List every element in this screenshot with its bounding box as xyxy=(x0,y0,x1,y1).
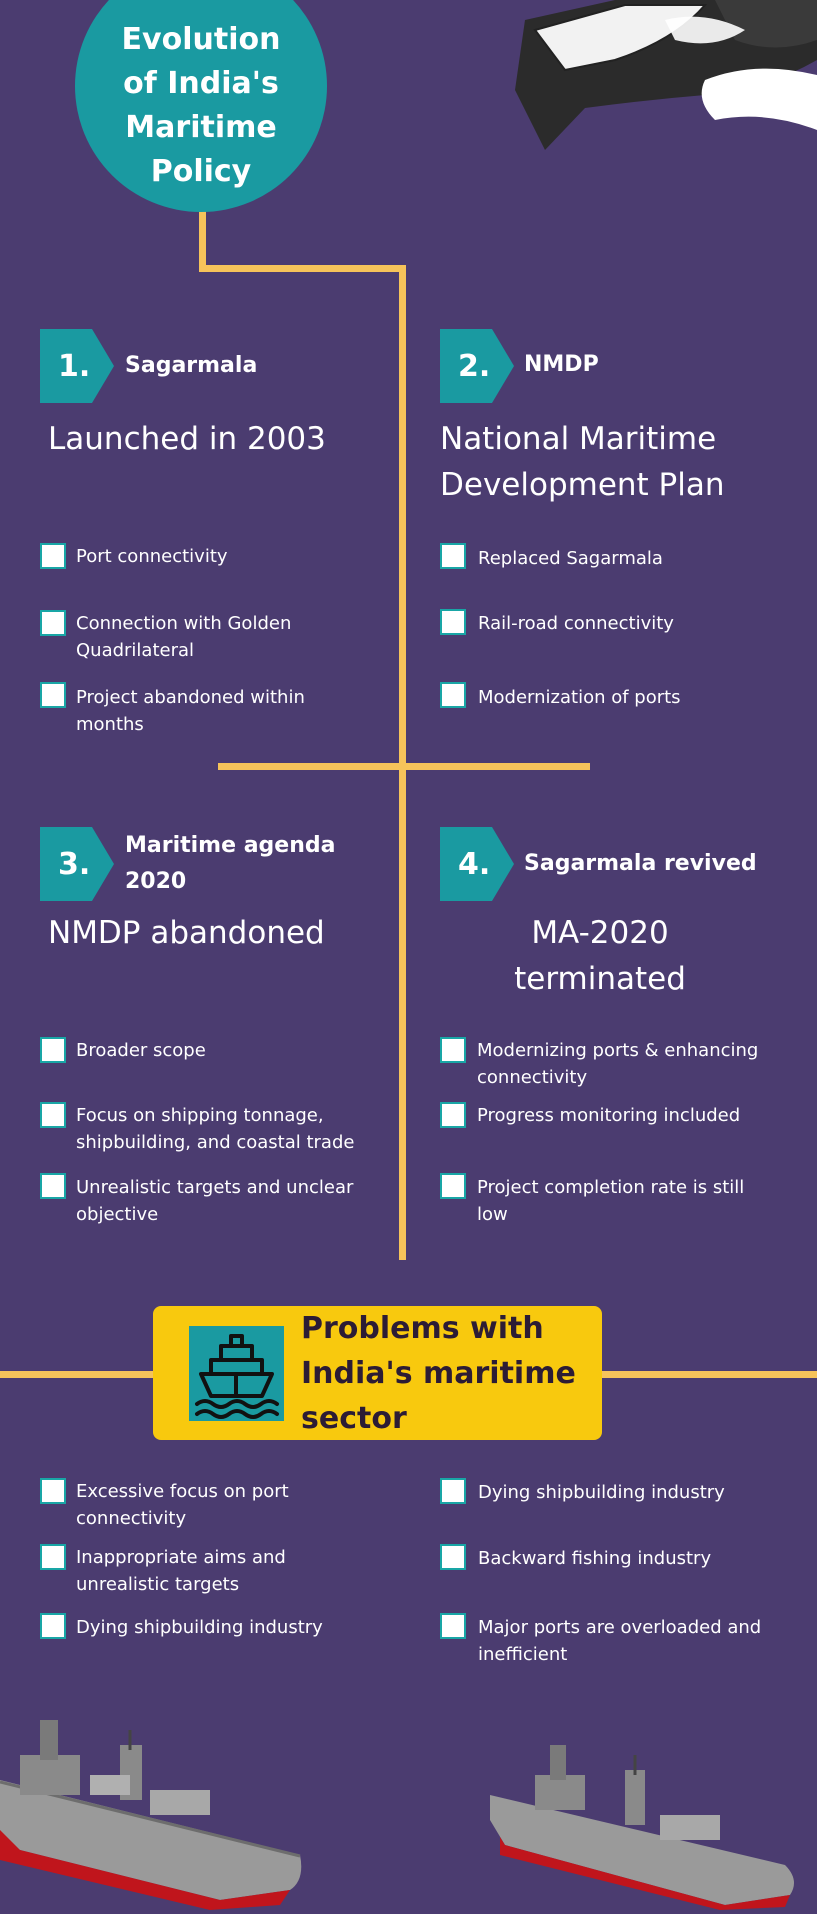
checkbox-icon xyxy=(440,543,466,569)
list-item: Backward fishing industry xyxy=(478,1548,712,1569)
list-item: Project completion rate is still low xyxy=(477,1177,745,1225)
list-item: Inappropriate aims and unrealistic targets xyxy=(76,1547,286,1595)
checkbox-icon xyxy=(40,1544,66,1570)
ship-icon xyxy=(189,1326,284,1421)
section-number: 1. xyxy=(58,349,91,384)
section-title: Sagarmala xyxy=(125,353,258,378)
section-number: 3. xyxy=(58,847,91,882)
section-number: 2. xyxy=(458,349,491,384)
list-item: Modernizing ports & enhancing connectivity xyxy=(477,1040,759,1088)
list-item: Excessive focus on port connectivity xyxy=(76,1481,289,1529)
checkbox-icon xyxy=(440,1478,466,1504)
list-item: Dying shipbuilding industry xyxy=(76,1617,323,1638)
timeline-line xyxy=(199,265,406,272)
ship-icon-box xyxy=(189,1326,284,1421)
checkbox-icon xyxy=(40,682,66,708)
problems-banner xyxy=(153,1306,602,1440)
section-subtitle: MA-2020 terminated xyxy=(514,915,686,997)
section-number-badge xyxy=(440,329,514,403)
list-item: Port connectivity xyxy=(76,546,228,567)
list-item: Broader scope xyxy=(76,1040,206,1061)
checkbox-icon xyxy=(40,610,66,636)
checkbox-icon xyxy=(440,682,466,708)
problems-title: Problems with India's maritime sector xyxy=(301,1311,576,1436)
checkbox-icon xyxy=(40,1478,66,1504)
page-title: Evolution of India's Maritime Policy xyxy=(121,22,281,189)
warship-illustration xyxy=(0,1700,310,1910)
list-item: Replaced Sagarmala xyxy=(478,548,663,569)
section-title: NMDP xyxy=(524,352,599,377)
checkbox-icon xyxy=(40,1613,66,1639)
section-title: Sagarmala revived xyxy=(524,851,757,876)
list-item: Progress monitoring included xyxy=(477,1105,741,1126)
warship-illustration xyxy=(485,1745,817,1910)
checkbox-icon xyxy=(40,543,66,569)
section-subtitle: NMDP abandoned xyxy=(48,915,325,951)
list-item: Dying shipbuilding industry xyxy=(478,1482,725,1503)
section-number-badge xyxy=(40,329,114,403)
checkbox-icon xyxy=(40,1037,66,1063)
section-number: 4. xyxy=(458,847,491,882)
list-item: Rail-road connectivity xyxy=(478,613,674,634)
section-number-badge xyxy=(440,827,514,901)
list-item: Focus on shipping tonnage, shipbuilding, and coastal trade xyxy=(76,1105,355,1153)
checkbox-icon xyxy=(440,1037,466,1063)
list-item: Unrealistic targets and unclear objective xyxy=(76,1177,354,1225)
section-subtitle: National Maritime Development Plan xyxy=(440,421,725,503)
list-item: Major ports are overloaded and inefficient xyxy=(478,1617,762,1665)
checkbox-icon xyxy=(40,1173,66,1199)
checkbox-icon xyxy=(40,1102,66,1128)
checkbox-icon xyxy=(440,1102,466,1128)
section-title: Maritime agenda 2020 xyxy=(125,833,336,894)
checkbox-icon xyxy=(440,1613,466,1639)
title-circle xyxy=(75,0,327,212)
checkbox-icon xyxy=(440,609,466,635)
list-item: Project abandoned within months xyxy=(76,687,305,735)
section-subtitle: Launched in 2003 xyxy=(48,421,326,457)
checkbox-icon xyxy=(440,1544,466,1570)
ship-illustration xyxy=(505,0,817,150)
section-number-badge xyxy=(40,827,114,901)
timeline-line xyxy=(218,763,590,770)
checkbox-icon xyxy=(440,1173,466,1199)
list-item: Modernization of ports xyxy=(478,687,681,708)
list-item: Connection with Golden Quadrilateral xyxy=(76,613,292,661)
